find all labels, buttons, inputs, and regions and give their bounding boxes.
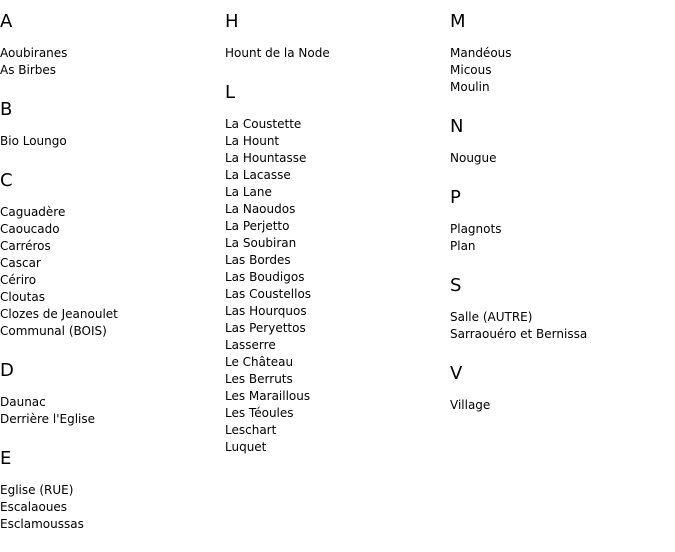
entry-list — [450, 309, 670, 343]
section-letter-heading: D — [0, 360, 14, 381]
place-entry[interactable]: Caguadère — [0, 205, 66, 219]
letter-section — [450, 363, 670, 414]
section-letter-heading: N — [450, 116, 464, 137]
section-letter-heading: L — [225, 82, 236, 103]
place-entry[interactable]: Clozes de Jeanoulet — [0, 307, 118, 321]
entry-list — [450, 221, 670, 255]
entry-list — [450, 397, 670, 414]
letter-section — [225, 11, 445, 62]
place-entry[interactable]: Daunac — [0, 395, 46, 409]
place-entry[interactable]: Les Maraillous — [225, 389, 311, 403]
place-entry[interactable]: Esclamoussas — [0, 517, 84, 531]
place-entry[interactable]: Le Château — [225, 355, 294, 369]
section-letter-heading: C — [0, 170, 13, 191]
place-entry[interactable]: Micous — [450, 63, 492, 77]
section-letter-heading: H — [225, 11, 239, 32]
place-entry[interactable]: Nougue — [450, 151, 497, 165]
entry-list — [0, 204, 220, 340]
place-entry[interactable]: La Soubiran — [225, 236, 297, 250]
letter-section — [225, 82, 445, 456]
section-letter-heading: A — [0, 11, 13, 32]
place-entry[interactable]: Plan — [450, 239, 476, 253]
place-entry[interactable]: Salle (AUTRE) — [450, 310, 533, 324]
place-entry[interactable]: Cériro — [0, 273, 37, 287]
section-letter-heading: M — [450, 11, 466, 32]
place-entry[interactable]: Eglise (RUE) — [0, 483, 74, 497]
section-letter-heading: B — [0, 99, 13, 120]
place-entry[interactable]: Sarraouéro et Bernissa — [450, 327, 588, 341]
entry-list — [0, 133, 220, 150]
place-entry[interactable]: La Coustette — [225, 117, 302, 131]
letter-section — [0, 11, 220, 79]
letter-section — [450, 116, 670, 167]
place-entry[interactable]: Bio Loungo — [0, 134, 67, 148]
place-entry[interactable]: Les Téoules — [225, 406, 294, 420]
letter-section — [0, 170, 220, 340]
entry-list — [225, 116, 445, 456]
place-entry[interactable]: Cascar — [0, 256, 41, 270]
place-entry[interactable]: Village — [450, 398, 491, 412]
section-letter-heading: P — [450, 187, 461, 208]
entry-list — [0, 482, 220, 533]
entry-list — [0, 45, 220, 79]
place-entry[interactable]: Aoubiranes — [0, 46, 68, 60]
place-entry[interactable]: Luquet — [225, 440, 267, 454]
index-column-1 — [0, 11, 220, 552]
entry-list — [450, 150, 670, 167]
section-letter-heading: E — [0, 448, 12, 469]
place-entry[interactable]: Caoucado — [0, 222, 60, 236]
place-entry[interactable]: Lasserre — [225, 338, 276, 352]
letter-section — [450, 275, 670, 343]
letter-section — [450, 11, 670, 96]
section-letter-heading: V — [450, 363, 463, 384]
place-entry[interactable]: Carréros — [0, 239, 51, 253]
place-entry[interactable]: Mandéous — [450, 46, 512, 60]
index-column-2 — [225, 11, 445, 476]
letter-section — [450, 187, 670, 255]
entry-list — [0, 394, 220, 428]
index-column-3 — [450, 11, 670, 434]
place-entry[interactable]: La Naoudos — [225, 202, 296, 216]
place-entry[interactable]: La Hount — [225, 134, 280, 148]
section-letter-heading: S — [450, 275, 462, 296]
place-entry[interactable]: La Perjetto — [225, 219, 290, 233]
place-entry[interactable]: Moulin — [450, 80, 490, 94]
place-entry[interactable]: Las Coustellos — [225, 287, 312, 301]
place-entry[interactable]: Las Bordes — [225, 253, 291, 267]
place-entry[interactable]: Communal (BOIS) — [0, 324, 107, 338]
place-entry[interactable]: Plagnots — [450, 222, 502, 236]
place-entry[interactable]: Las Boudigos — [225, 270, 305, 284]
place-entry[interactable]: Leschart — [225, 423, 277, 437]
place-entry[interactable]: Escalaoues — [0, 500, 68, 514]
place-entry[interactable]: Las Peryettos — [225, 321, 306, 335]
entry-list — [450, 45, 670, 96]
place-entry[interactable]: La Lane — [225, 185, 272, 199]
place-entry[interactable]: La Lacasse — [225, 168, 291, 182]
place-entry[interactable]: Cloutas — [0, 290, 45, 304]
place-entry[interactable]: As Birbes — [0, 63, 57, 77]
letter-section — [0, 99, 220, 150]
place-entry[interactable]: Derrière l'Eglise — [0, 412, 95, 426]
place-entry[interactable]: Las Hourquos — [225, 304, 307, 318]
letter-section — [0, 360, 220, 428]
place-entry[interactable]: La Hountasse — [225, 151, 307, 165]
place-entry[interactable]: Hount de la Node — [225, 46, 330, 60]
entry-list — [225, 45, 445, 62]
letter-section — [0, 448, 220, 533]
place-entry[interactable]: Les Berruts — [225, 372, 293, 386]
